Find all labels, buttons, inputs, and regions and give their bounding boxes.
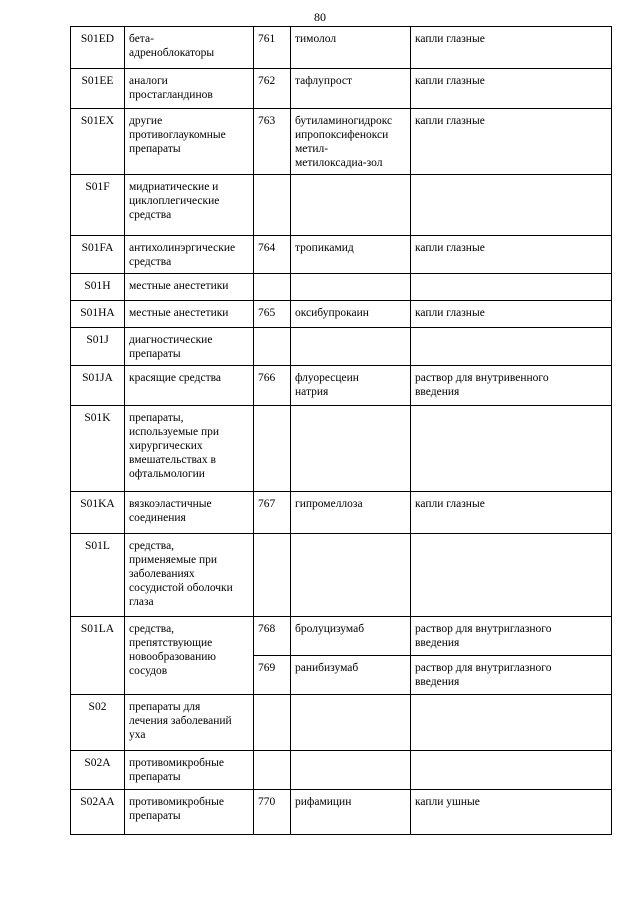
dosage-form-cell [411,751,612,790]
dosage-form-cell [411,175,612,236]
page-number: 80 [314,10,326,24]
group-name-cell: вязкоэластичные соединения [125,492,254,534]
group-name-cell: препараты, используемые при хирургических вмешательствах в офтальмологии [125,406,254,492]
item-number-cell [254,274,291,301]
dosage-form-cell [411,328,612,366]
table-row [71,69,612,109]
substance-cell: флуоресцеин натрия [291,366,411,406]
atc-code-cell: S02AA [71,790,125,835]
item-number-cell [254,406,291,492]
group-name-cell: местные анестетики [125,301,254,328]
atc-code-cell: S01J [71,328,125,366]
substance-cell: ранибизумаб [291,656,411,695]
dosage-form-cell [411,274,612,301]
group-name-cell: мидриатические и циклоплегические средства [125,175,254,236]
dosage-form-cell: капли глазные [411,236,612,274]
dosage-form-cell [411,406,612,492]
item-number-cell [254,175,291,236]
dosage-form-cell: раствор для внутриглазного введения [411,656,612,695]
item-number-cell [254,751,291,790]
dosage-form-cell [411,534,612,617]
dosage-form-cell: капли глазные [411,69,612,109]
substance-cell [291,328,411,366]
table-row [71,534,612,617]
atc-code-cell: S01JA [71,366,125,406]
atc-code-cell: S01H [71,274,125,301]
item-number-cell: 767 [254,492,291,534]
group-name-cell: аналоги простагландинов [125,69,254,109]
dosage-form-cell: капли ушные [411,790,612,835]
atc-code-cell: S01FA [71,236,125,274]
group-name-cell: противомикробные препараты [125,790,254,835]
item-number-cell: 770 [254,790,291,835]
item-number-cell: 766 [254,366,291,406]
substance-cell [291,534,411,617]
item-number-cell [254,695,291,751]
table-row [71,236,612,274]
substance-cell: бролуцизумаб [291,617,411,656]
atc-code-cell: S01LA [71,617,125,695]
item-number-cell: 765 [254,301,291,328]
atc-code-cell: S02A [71,751,125,790]
atc-code-cell: S01ED [71,27,125,69]
substance-cell [291,175,411,236]
substance-cell: тропикамид [291,236,411,274]
table-row [71,366,612,406]
table-row [71,790,612,835]
item-number-cell [254,328,291,366]
dosage-form-cell: раствор для внутривенного введения [411,366,612,406]
group-name-cell: антихолинэргические средства [125,236,254,274]
group-name-cell: местные анестетики [125,274,254,301]
atc-code-cell: S01KA [71,492,125,534]
table-row [71,109,612,175]
substance-cell: тафлупрост [291,69,411,109]
substance-cell: гипромеллоза [291,492,411,534]
substance-cell: оксибупрокаин [291,301,411,328]
item-number-cell [254,534,291,617]
atc-code-cell: S01EX [71,109,125,175]
dosage-form-cell: капли глазные [411,27,612,69]
atc-code-cell: S02 [71,695,125,751]
substance-cell [291,406,411,492]
group-name-cell: другие противоглаукомные препараты [125,109,254,175]
group-name-cell: средства, применяемые при заболеваниях сосудистой оболочки глаза [125,534,254,617]
item-number-cell: 763 [254,109,291,175]
group-name-cell: средства, препятствующие новообразованию сосудов [125,617,254,695]
table-row [71,751,612,790]
atc-code-cell: S01HA [71,301,125,328]
dosage-form-cell: капли глазные [411,492,612,534]
table-row [71,328,612,366]
dosage-form-cell [411,695,612,751]
dosage-form-cell: раствор для внутриглазного введения [411,617,612,656]
group-name-cell: противомикробные препараты [125,751,254,790]
atc-code-cell: S01L [71,534,125,617]
group-name-cell: бета- адреноблокаторы [125,27,254,69]
table-row [71,27,612,69]
group-name-cell: препараты для лечения заболеваний уха [125,695,254,751]
item-number-cell: 768 [254,617,291,656]
substance-cell: тимолол [291,27,411,69]
dosage-form-cell: капли глазные [411,109,612,175]
table-row [71,301,612,328]
table-row [71,492,612,534]
atc-drug-table [70,26,612,835]
group-name-cell: диагностические препараты [125,328,254,366]
table-row [71,175,612,236]
dosage-form-cell: капли глазные [411,301,612,328]
group-name-cell: красящие средства [125,366,254,406]
item-number-cell: 761 [254,27,291,69]
atc-code-cell: S01K [71,406,125,492]
substance-cell [291,751,411,790]
table-row [71,617,612,656]
table-row [71,406,612,492]
substance-cell: рифамицин [291,790,411,835]
table-row [71,274,612,301]
atc-code-cell: S01F [71,175,125,236]
item-number-cell: 769 [254,656,291,695]
item-number-cell: 764 [254,236,291,274]
table-row [71,695,612,751]
item-number-cell: 762 [254,69,291,109]
substance-cell: бутиламиногидрокс ипропоксифенокси метил- метилоксадиа-зол [291,109,411,175]
substance-cell [291,274,411,301]
substance-cell [291,695,411,751]
atc-code-cell: S01EE [71,69,125,109]
